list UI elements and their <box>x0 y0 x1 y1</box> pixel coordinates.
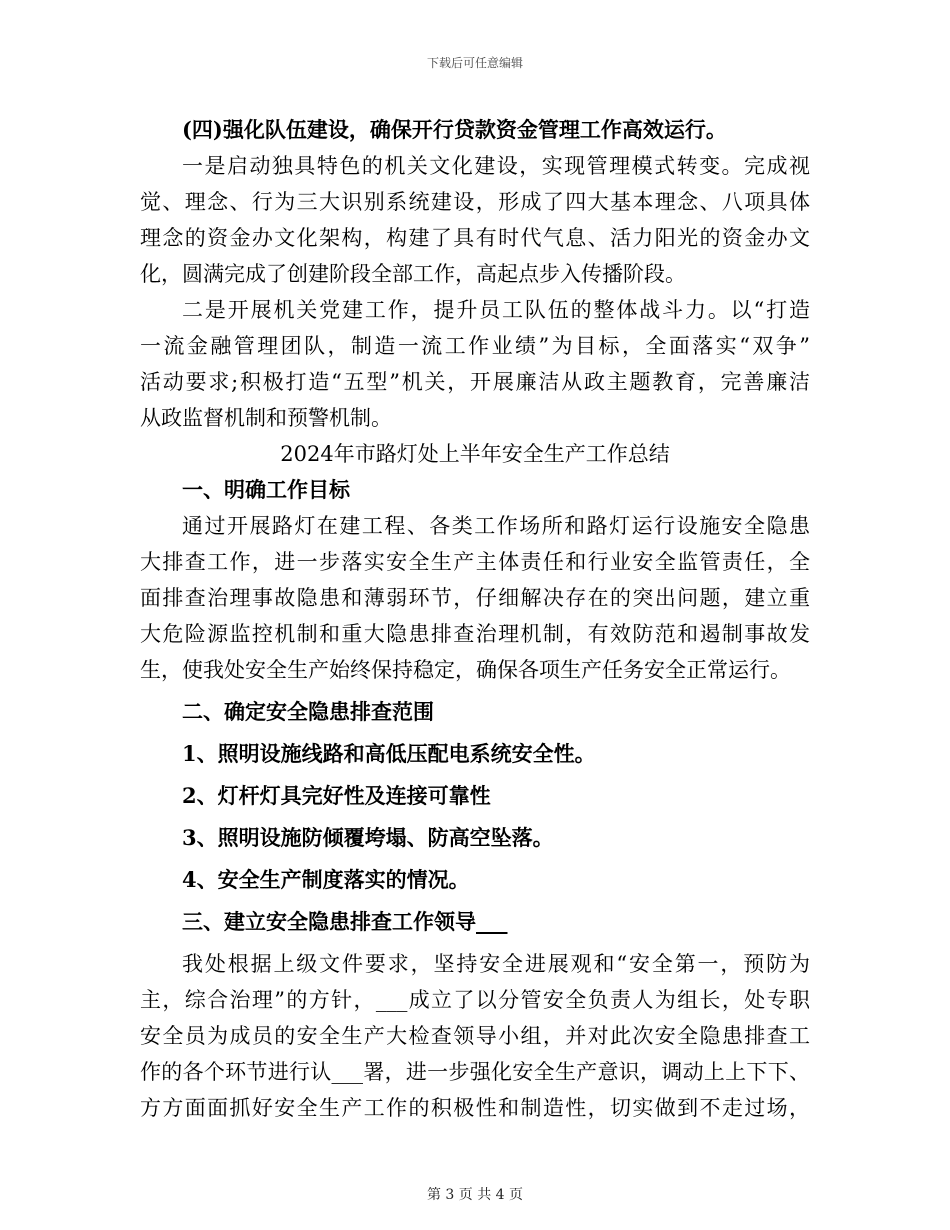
article-title: 2024年市路灯处上半年安全生产工作总结 <box>280 442 670 466</box>
paragraph-line: 方方面面抓好安全生产工作的积极性和制造性，切实做到不走过场， <box>140 1096 810 1120</box>
paragraph-line: 我处根据上级文件要求，坚持安全进展观和“安全第一，预防为 <box>182 952 810 976</box>
paragraph-line: 从政监督机制和预警机制。 <box>140 406 392 430</box>
paragraph-line: 化，圆满完成了创建阶段全部工作，高起点步入传播阶段。 <box>140 262 686 286</box>
list-item: 4、安全生产制度落实的情况。 <box>182 867 470 892</box>
section4-heading: (四)强化队伍建设，确保开行贷款资金管理工作高效运行。 <box>182 117 727 142</box>
paragraph-line: 安全员为成员的安全生产大检查领导小组，并对此次安全隐患排查工 <box>140 1024 810 1048</box>
list-item: 3、照明设施防倾覆垮塌、防高空坠落。 <box>182 825 554 850</box>
paragraph-line: 活动要求;积极打造“五型”机关，开展廉洁从政主题教育，完善廉洁 <box>140 370 810 394</box>
paragraph-line: 面排查治理事故隐患和薄弱环节，仔细解决存在的突出问题，建立重 <box>140 586 810 610</box>
paragraph-line: 主，综合治理”的方针，___成立了以分管安全负责人为组长，处专职 <box>140 988 810 1012</box>
paragraph-line: 大危险源监控机制和重大隐患排查治理机制，有效防范和遏制事故发 <box>140 622 810 646</box>
paragraph-line: 一流金融管理团队，制造一流工作业绩”为目标，全面落实“双争” <box>140 334 810 358</box>
paragraph-line: 一是启动独具特色的机关文化建设，实现管理模式转变。完成视 <box>182 154 810 178</box>
section-heading-2: 二、确定安全隐患排查范围 <box>182 699 434 724</box>
paragraph-line: 觉、理念、行为三大识别系统建设，形成了四大基本理念、八项具体 <box>140 190 810 214</box>
document-body <box>140 112 810 1126</box>
paragraph-line: 理念的资金办文化架构，构建了具有时代气息、活力阳光的资金办文 <box>140 226 810 250</box>
page-header: 下载后可任意编辑 <box>426 56 523 70</box>
section-heading-3: 三、建立安全隐患排查工作领导___ <box>182 909 508 934</box>
paragraph-line: 作的各个环节进行认___署，进一步强化安全生产意识，调动上上下下、 <box>140 1060 810 1084</box>
paragraph-line: 生，使我处安全生产始终保持稳定，确保各项生产任务安全正常运行。 <box>140 658 791 682</box>
list-item: 2、灯杆灯具完好性及连接可靠性 <box>182 783 491 808</box>
page-footer: 第 3 页 共 4 页 <box>426 1187 524 1203</box>
paragraph-line: 二是开展机关党建工作，提升员工队伍的整体战斗力。以“打造 <box>182 298 810 322</box>
paragraph-line: 通过开展路灯在建工程、各类工作场所和路灯运行设施安全隐患 <box>182 514 810 538</box>
section-heading-1: 一、明确工作目标 <box>182 477 350 502</box>
list-item: 1、照明设施线路和高低压配电系统安全性。 <box>182 741 596 766</box>
paragraph-line: 大排查工作，进一步落实安全生产主体责任和行业安全监管责任，全 <box>140 550 810 574</box>
